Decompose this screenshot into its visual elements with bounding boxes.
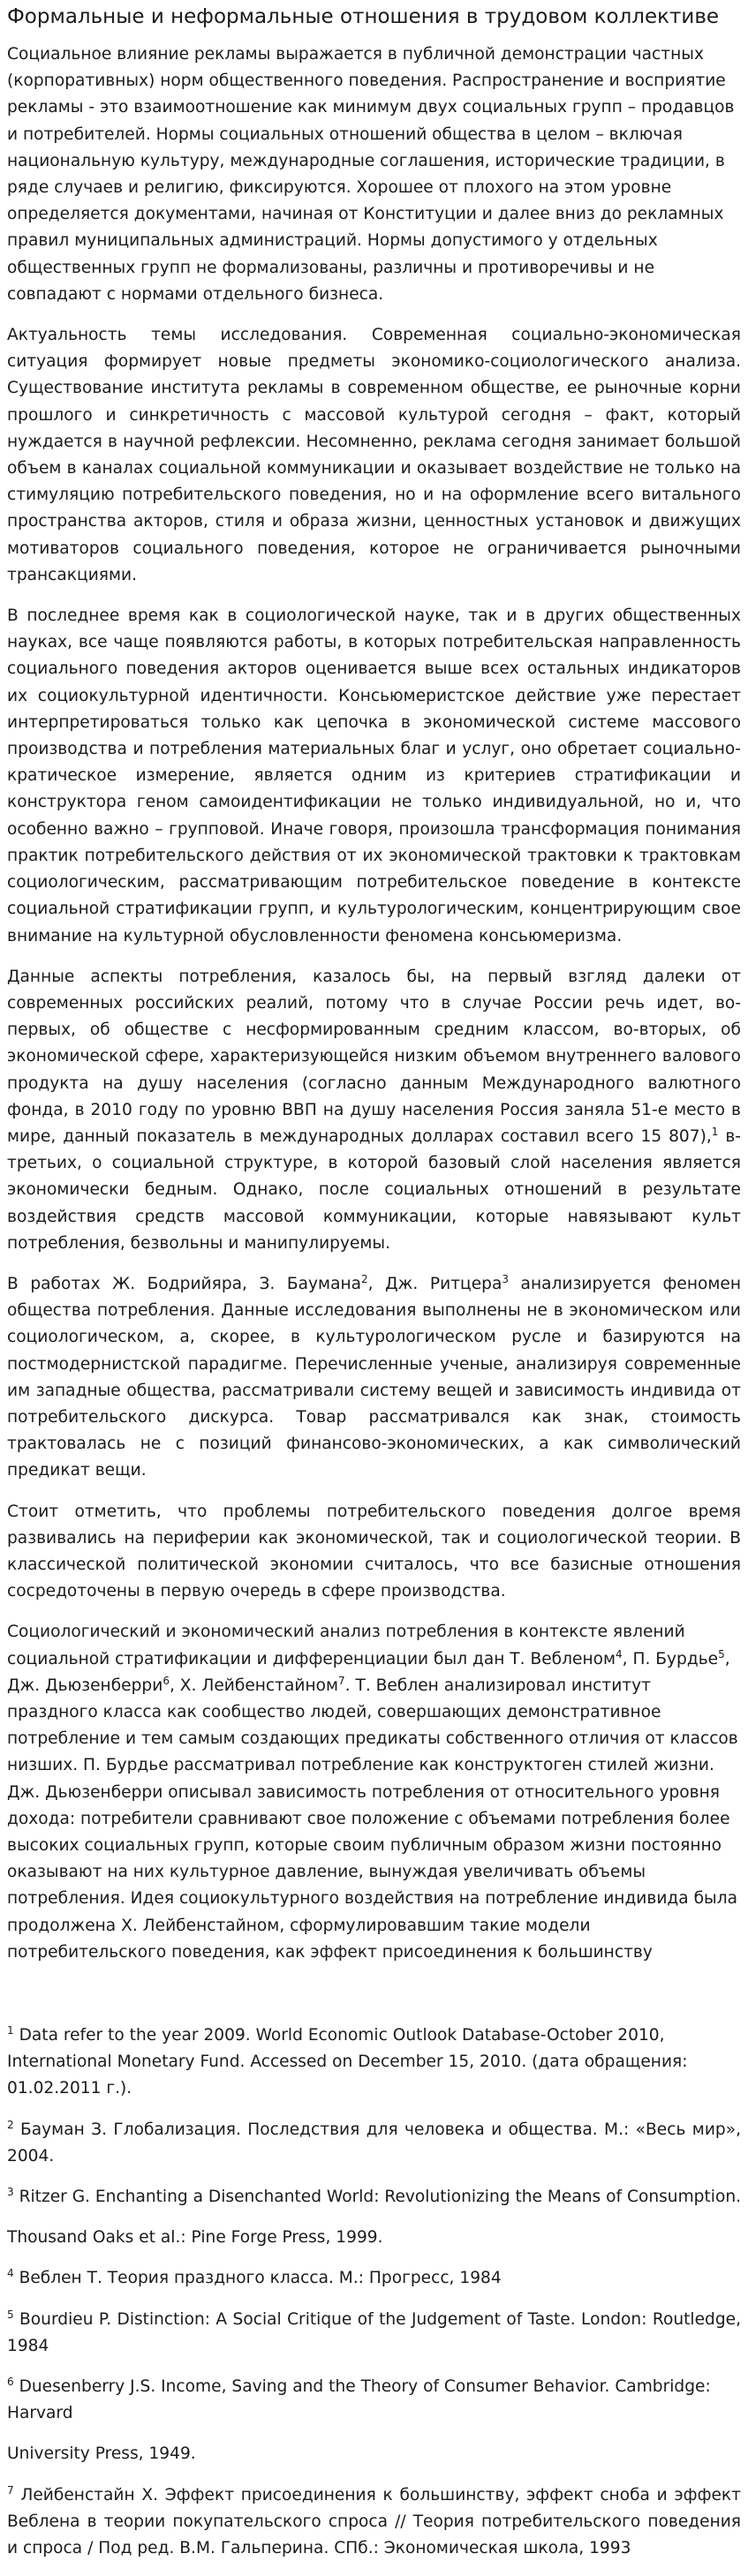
- footnote-text: Веблен Т. Теория праздного класса. М.: Прогресс, 1984: [19, 2269, 502, 2288]
- paragraph-consumer-society: [7, 1271, 741, 1485]
- footnote-number: 7: [7, 2483, 14, 2497]
- paragraph-text: . Т. Веблен анализировал институт праздного класса как сообщество людей, совершающих демонстративное потребление и тем самым создающих предикаты собственного отличия от классов низших. П. Бурдье рассматривал потребление как конструктоген стилей жизни. Дж. Дьюзенберри описывал зависимость потребления от относительного уровня дохода: потребители сравнивают свое положение с объемами потребления более высоких социальных групп, которые своим публичным образом жизни постоянно оказывают на них культурное давление, вынуждая увеличивать объемы потребления. Идея социокультурного воздействия на потребление индивида была продолжена Х. Лейбенстайном, сформулировавшим такие модели потребительского поведения, как эффект присоединения к большинству: [7, 1676, 738, 1962]
- footnotes: [7, 2022, 741, 2562]
- paragraph-russian-realities: [7, 964, 741, 1257]
- footnote-text: Duesenberry J.S. Income, Saving and the Theory of Consumer Behavior. Cambridge: Harvard: [7, 2377, 711, 2423]
- footnote-text: Лейбенстайн Х. Эффект присоединения к большинству, эффект сноба и эффект Веблена в теории покупательского спроса // Теория потребительского поведения и спроса / Под ред. В.М. Гальперина. СПб.: Экономическая школа, 1993: [7, 2485, 741, 2558]
- footnote-number: 1: [7, 2023, 14, 2037]
- footnote-number: 3: [7, 2185, 14, 2198]
- footnote-text: Бауман З. Глобализация. Последствия для человека и общества. М.: «Весь мир», 2004.: [7, 2120, 741, 2165]
- page-title: Формальные и неформальные отношения в трудовом коллективе: [7, 5, 720, 28]
- footnote-2: [7, 2117, 741, 2170]
- footnote-number: 6: [7, 2375, 14, 2388]
- paragraph-text: , Дж. Ритцера: [367, 1274, 502, 1293]
- paragraph-stratification-analysis: [7, 1619, 741, 1966]
- footnote-6-continued: University Press, 1949.: [7, 2444, 196, 2464]
- footnote-7: [7, 2482, 741, 2563]
- paragraph-periphery: Стоит отметить, что проблемы потребительского поведения долгое время развивались на периферии как экономической, так и социологической теории. В классической политической экономии считалось, что все базисные отношения сосредоточены в первую очередь в сфере производства.: [7, 1502, 741, 1601]
- footnote-ref-1[interactable]: 1: [711, 1125, 719, 1138]
- footnote-text: Bourdieu P. Distinction: A Social Critique of the Judgement of Taste. London: Routledge, 1984: [7, 2309, 741, 2355]
- footnote-1: [7, 2022, 741, 2103]
- footnote-ref-7[interactable]: 7: [338, 1674, 345, 1687]
- footnote-text: Ritzer G. Enchanting a Disenchanted World: Revolutionizing the Means of Consumption.: [19, 2188, 742, 2207]
- footnote-ref-4[interactable]: 4: [616, 1647, 623, 1661]
- footnote-ref-3[interactable]: 3: [502, 1272, 509, 1285]
- paragraph-text: , Дж. Дьюзенберри: [7, 1649, 730, 1695]
- footnote-3-continued: Thousand Oaks et al.: Pine Forge Press, 1999.: [7, 2228, 383, 2248]
- paragraph-advertising-influence: Социальное влияние рекламы выражается в публичной демонстрации частных (корпоративных) норм общественного поведения. Распространение и восприятие рекламы - это взаимоотношение как минимум двух социальных групп – продавцов и потребителей. Нормы социальных отношений общества в целом – включая национальную культуру, международные соглашения, исторические традиции, в ряде случаев и религию, фиксируются. Хорошее от плохого на этом уровне определяется документами, начиная от Конституции и далее вниз до рекламных правил муниципальных администраций. Нормы допустимого у отдельных общественных групп не формализованы, различны и противоречивы и не совпадают с нормами отдельного бизнеса.: [7, 45, 735, 304]
- footnote-5: [7, 2307, 741, 2360]
- paragraph-text: В работах Ж. Бодрийяра, З. Баумана: [7, 1274, 362, 1293]
- footnote-ref-5[interactable]: 5: [718, 1647, 725, 1661]
- footnote-text: Data refer to the year 2009. World Economic Outlook Database-October 2010, International Monetary Fund. Accessed on December 15, 2010. (дата обращения: 01.02.2011 г.).: [7, 2026, 688, 2098]
- paragraph-text: Социологический и экономический анализ потребления в контексте явлений социальной стратификации и дифференциации был дан Т. Вебленом: [7, 1623, 685, 1668]
- footnote-4: [7, 2265, 741, 2292]
- footnote-ref-2[interactable]: 2: [361, 1272, 368, 1285]
- footnote-3: [7, 2184, 741, 2211]
- paragraph-text: , П. Бурдье: [622, 1649, 719, 1668]
- paragraph-text: Данные аспекты потребления, казалось бы, на первый взгляд далеки от современных российских реалий, потому что в случае России речь идет, во-первых, об обществе с несформированным средним классом, во-вторых, об экономической сфере, характеризующейся низким объемом внутреннего валового продукта на душу населения (согласно данным Международного валютного фонда, в 2010 году по уровню ВВП на душу населения Россия заняла 51-е место в мире, данный показатель в международных долларах составил всего 15 807),: [7, 967, 741, 1146]
- footnote-number: 5: [7, 2308, 14, 2321]
- paragraph-consumer-orientation: В последнее время как в социологической науке, так и в других общественных науках, все чаще появляются работы, в которых потребительская направленность социального поведения акторов оценивается выше всех остальных индикаторов их социокультурной идентичности. Консьюмеристское действие уже перестает интерпретироваться только как цепочка в экономической системе массового производства и потребления материальных благ и услуг, оно обретает социально-кратическое измерение, является одним из критериев стратификации и конструктора геном самоидентификации не только индивидуальной, но и, что особенно важно – групповой. Иначе говоря, произошла трансформация понимания практик потребительского действия от их экономической трактовки к трактовкам социологическим, рассматривающим потребительское поведение в контексте социальной стратификации групп, и культурологическим, концентрирующим свое внимание на культурной обусловленности феномена консьюмеризма.: [7, 606, 741, 945]
- footnote-6: [7, 2374, 741, 2427]
- paragraph-text: анализируется феномен общества потребления. Данные исследования выполнены не в экономическом или социологическом, а, скорее, в культурологическом русле и базируются на постмодернистской парадигме. Перечисленные ученые, анализируя современные им западные общества, рассматривали систему вещей и зависимость индивида от потребительского дискурса. Товар рассматривался как знак, стоимость трактовалась не с позиций финансово-экономических, а как символический предикат вещи.: [7, 1274, 741, 1480]
- paragraph-text: , Х. Лейбенстайном: [169, 1676, 339, 1695]
- paragraph-relevance: Актуальность темы исследования. Современная социально-экономическая ситуация формирует новые предметы экономико-социологического анализа. Существование института рекламы в современном обществе, ее рыночные корни прошлого и синкретичность с массовой культурой сегодня – факт, который нуждается в научной рефлексии. Несомненно, реклама сегодня занимает большой объем в каналах социальной коммуникации и оказывает воздействие не только на стимуляцию потребительского поведения, но и на оформление всего витального пространства акторов, стиля и образа жизни, ценностных установок и движущих мотиваторов социального поведения, которое не ограничивается рыночными трансакциями.: [7, 326, 741, 584]
- footnote-ref-6[interactable]: 6: [162, 1674, 170, 1687]
- paragraph-text: в-третьих, о социальной структуре, в которой базовый слой населения является экономически бедным. Однако, после социальных отношений в результате воздействия средств массовой коммуникации, которые навязывают культ потребления, безвольны и манипулируемы.: [7, 1126, 742, 1253]
- footnote-number: 2: [7, 2118, 14, 2131]
- footnote-number: 4: [7, 2267, 14, 2280]
